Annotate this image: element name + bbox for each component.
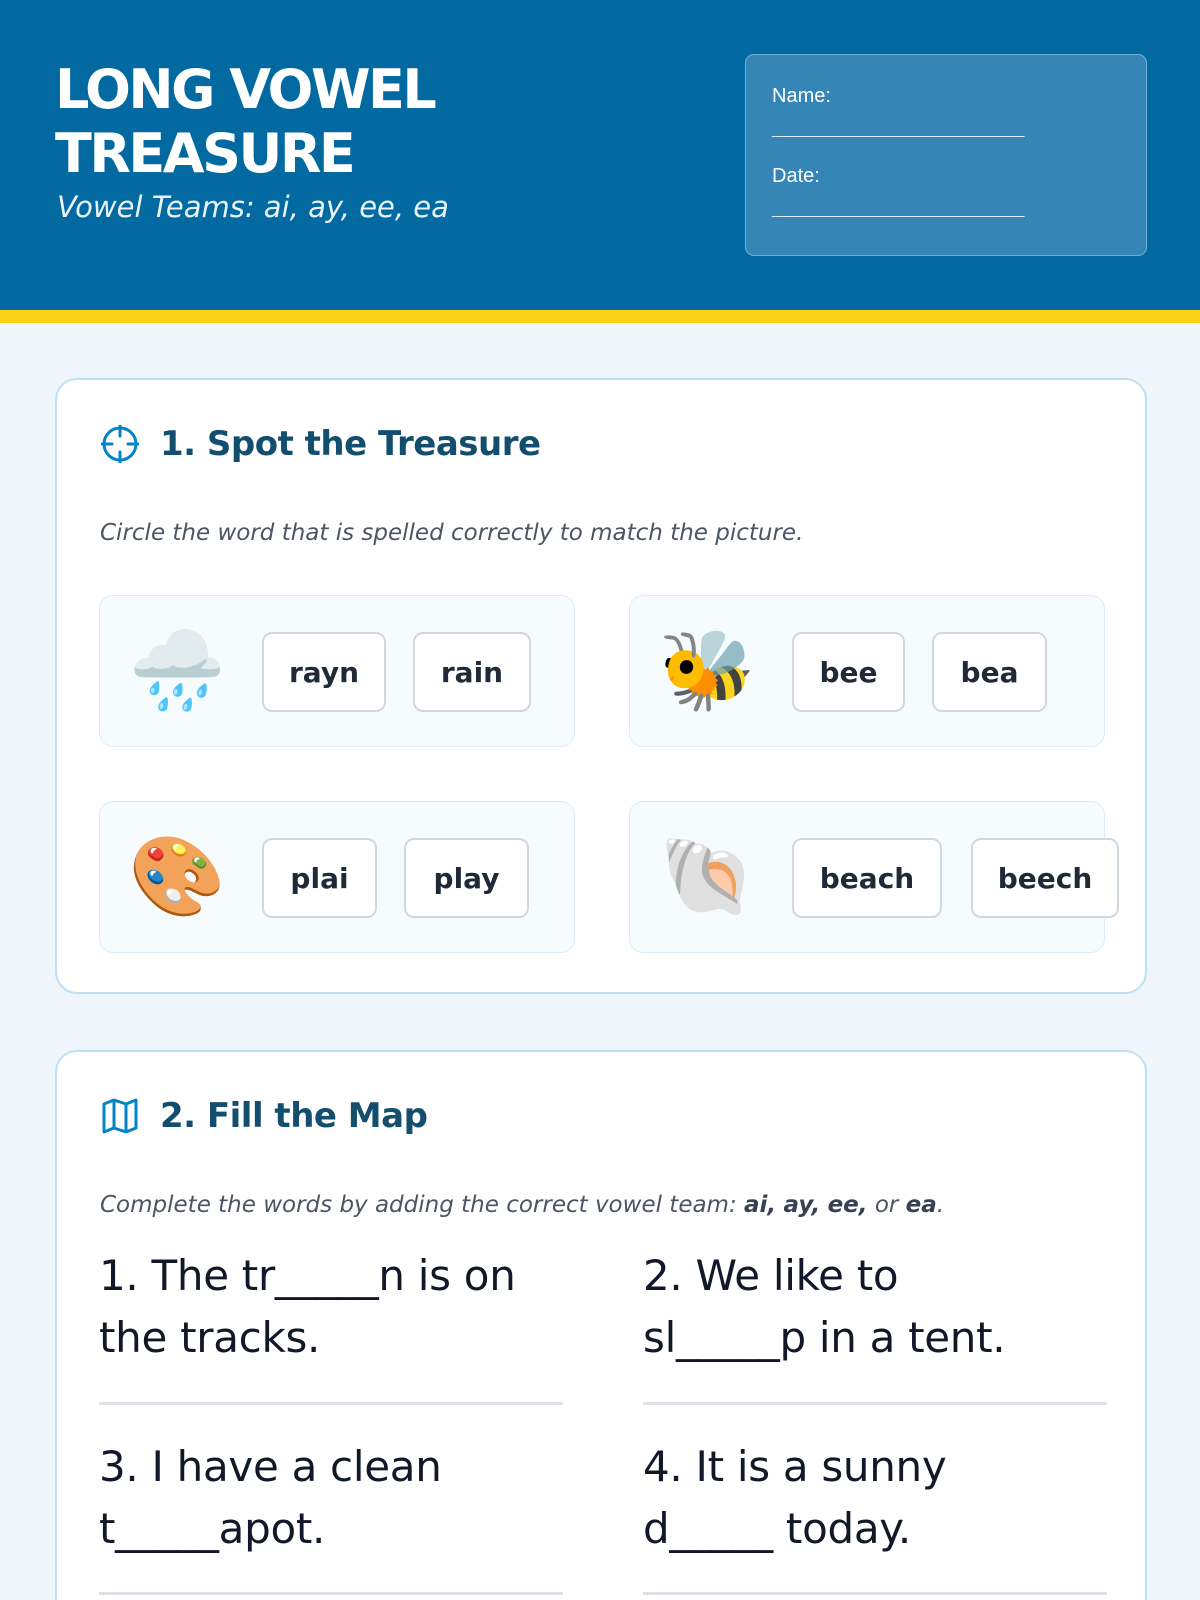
section-1-title: 1. Spot the Treasure	[160, 424, 541, 464]
title-line-2: TREASURE	[55, 122, 354, 185]
fill-sentence-2[interactable]	[643, 1245, 1107, 1369]
worksheet-header	[0, 0, 1200, 310]
sentence-2-line-2: sl_____p in a tent.	[643, 1313, 1006, 1362]
date-field[interactable]: ______________________________	[772, 201, 1024, 218]
fill-sentence-1[interactable]	[99, 1245, 563, 1369]
word-option-beech[interactable]: beech	[971, 838, 1119, 918]
instructions-text: Complete the words by adding the correct vowel team:	[100, 1192, 745, 1218]
palette-icon: 🎨	[128, 832, 226, 922]
picture-item-palette	[99, 801, 575, 953]
sentence-2-line-1: 2. We like to	[643, 1251, 899, 1300]
map-icon	[100, 1096, 140, 1136]
picture-item-shell	[629, 801, 1105, 953]
section-1-instructions: Circle the word that is spelled correctly to match the picture.	[100, 520, 804, 546]
header-accent-stripe	[0, 310, 1200, 323]
sentence-3-line-1: 3. I have a clean	[99, 1442, 442, 1491]
section-fill-the-map	[55, 1050, 1147, 1600]
section-1-header	[100, 424, 541, 464]
name-date-box	[745, 54, 1147, 256]
vowel-team-ai: ai,	[744, 1192, 777, 1218]
sentence-4-line-2: d_____ today.	[643, 1504, 911, 1553]
rain-cloud-icon: 🌧️	[128, 626, 226, 716]
word-option-rain[interactable]: rain	[413, 632, 531, 712]
section-2-instructions	[100, 1192, 944, 1218]
section-2-header	[100, 1096, 427, 1136]
sentence-4-line-1: 4. It is a sunny	[643, 1442, 947, 1491]
worksheet-title	[55, 58, 655, 186]
bee-icon: 🐝	[658, 626, 756, 716]
word-option-bea[interactable]: bea	[932, 632, 1047, 712]
shell-icon: 🐚	[658, 832, 756, 922]
word-option-plai[interactable]: plai	[262, 838, 377, 918]
answer-line-4	[643, 1592, 1107, 1595]
section-2-title: 2. Fill the Map	[160, 1096, 428, 1136]
instructions-or: or	[867, 1192, 906, 1218]
picture-item-bee	[629, 595, 1105, 747]
sentence-3-line-2: t_____apot.	[99, 1504, 326, 1553]
sentence-1-line-2: the tracks.	[99, 1313, 321, 1362]
vowel-team-ea: ea	[905, 1192, 937, 1218]
word-option-bee[interactable]: bee	[792, 632, 905, 712]
worksheet-subtitle: Vowel Teams: ai, ay, ee, ea	[57, 190, 449, 224]
crosshair-icon	[100, 424, 140, 464]
word-option-rayn[interactable]: rayn	[262, 632, 386, 712]
vowel-team-ee: ee,	[827, 1192, 868, 1218]
date-label: Date:	[772, 165, 820, 187]
name-label: Name:	[772, 85, 831, 107]
name-field[interactable]: ______________________________	[772, 121, 1024, 138]
picture-item-rain	[99, 595, 575, 747]
word-option-beach[interactable]: beach	[792, 838, 942, 918]
word-option-play[interactable]: play	[404, 838, 529, 918]
instructions-period: .	[936, 1192, 945, 1218]
fill-sentence-3[interactable]	[99, 1436, 563, 1560]
title-line-1: LONG VOWEL	[55, 58, 435, 121]
vowel-team-ay: ay,	[783, 1192, 821, 1218]
fill-sentence-4[interactable]	[643, 1436, 1107, 1560]
sentence-1-line-1: 1. The tr_____n is on	[99, 1251, 516, 1300]
answer-line-3	[99, 1592, 563, 1595]
answer-line-1	[99, 1402, 563, 1405]
answer-line-2	[643, 1402, 1107, 1405]
section-spot-the-treasure	[55, 378, 1147, 994]
